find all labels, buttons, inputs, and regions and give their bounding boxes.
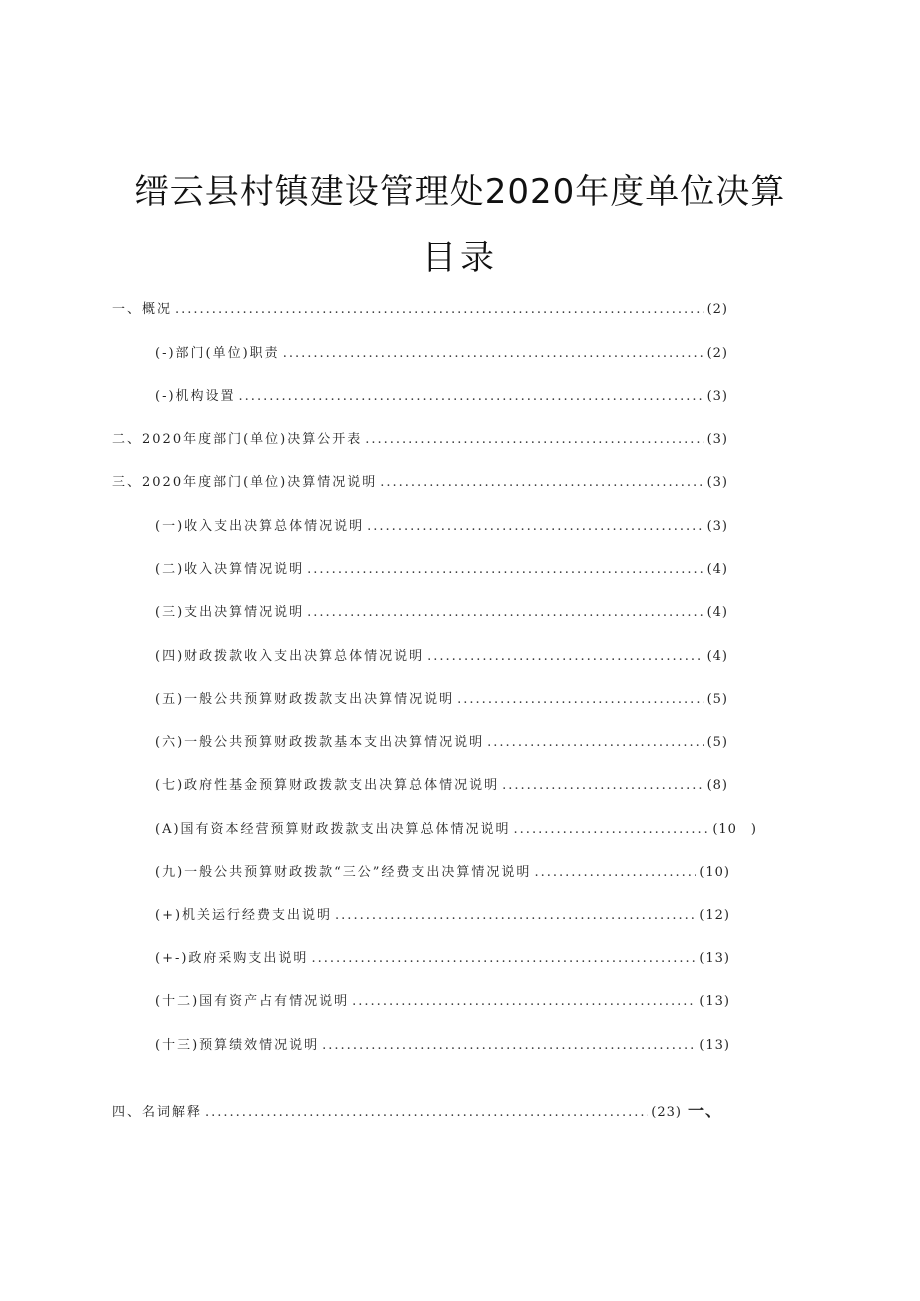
toc-heading: 目录 <box>422 238 498 278</box>
toc-entry-page: (23) <box>651 1105 682 1120</box>
toc-entry-page: (13) <box>699 951 730 966</box>
toc-entry-page: (4) <box>706 605 728 620</box>
toc-entry[interactable] <box>155 947 730 966</box>
toc-leader-dots <box>487 735 703 750</box>
toc-leader-dots <box>427 649 703 664</box>
toc-entry-label: (+)机关运行经费支出说明 <box>155 908 333 923</box>
toc-entry-label: (-)部门(单位)职责 <box>155 346 280 361</box>
toc-leader-dots <box>322 1038 696 1053</box>
document-title: 缙云县村镇建设管理处2020年度单位决算 <box>134 172 786 212</box>
toc-entry-page: (10) <box>699 865 730 880</box>
toc-entry[interactable] <box>155 342 728 361</box>
toc-entry-page: (2) <box>706 302 728 317</box>
toc-entry-page: (2) <box>706 346 728 361</box>
toc-entry[interactable] <box>112 428 728 447</box>
toc-entry-label: (+-)政府采购支出说明 <box>155 951 309 966</box>
toc-entry[interactable] <box>155 601 728 620</box>
toc-entry-label: (五)一般公共预算财政拨款支出决算情况说明 <box>155 692 455 707</box>
toc-entry-page: (4) <box>706 562 728 577</box>
toc-entry[interactable] <box>112 1098 722 1121</box>
toc-entry-label: (-)机构设置 <box>155 389 236 404</box>
toc-entry-page: (8) <box>706 778 728 793</box>
toc-leader-dots <box>205 1105 648 1120</box>
toc-entry-label: (三)支出决算情况说明 <box>155 605 305 620</box>
toc-entry[interactable] <box>155 731 728 750</box>
toc-leader-dots <box>457 692 703 707</box>
toc-entry[interactable] <box>155 1034 730 1053</box>
toc-entry-page: (3) <box>706 519 728 534</box>
toc-entry-label: (一)收入支出决算总体情况说明 <box>155 519 365 534</box>
toc-leader-dots <box>307 605 703 620</box>
toc-entry-page: (12) <box>699 908 730 923</box>
toc-entry-page: (3) <box>706 475 728 490</box>
toc-entry[interactable] <box>155 774 728 793</box>
toc-entry-label: (七)政府性基金预算财政拨款支出决算总体情况说明 <box>155 778 500 793</box>
toc-entry-label: (四)财政拨款收入支出决算总体情况说明 <box>155 649 425 664</box>
toc-entry[interactable] <box>155 818 757 837</box>
toc-entry[interactable] <box>155 515 728 534</box>
toc-entry-label: 二、2020年度部门(单位)决算公开表 <box>112 432 363 447</box>
toc-entry[interactable] <box>112 298 728 317</box>
toc-leader-dots <box>502 778 703 793</box>
toc-entry[interactable] <box>155 688 728 707</box>
toc-entry[interactable] <box>155 904 730 923</box>
toc-entry[interactable] <box>112 471 728 490</box>
toc-leader-dots <box>175 302 704 317</box>
toc-entry-page: (10 ) <box>712 822 757 837</box>
toc-entry[interactable] <box>155 385 728 404</box>
toc-entry[interactable] <box>155 990 730 1009</box>
toc-entry[interactable] <box>155 645 728 664</box>
toc-leader-dots <box>380 475 703 490</box>
toc-entry-page: (5) <box>706 692 728 707</box>
toc-entry-label: (二)收入决算情况说明 <box>155 562 305 577</box>
toc-entry-label: 一、概况 <box>112 302 173 317</box>
toc-entry-label: (九)一般公共预算财政拨款“三公”经费支出决算情况说明 <box>155 865 532 880</box>
toc-trailing-heading: 一、 <box>687 1101 722 1120</box>
toc-entry[interactable] <box>155 558 728 577</box>
toc-entry-label: 四、名词解释 <box>112 1105 203 1120</box>
toc-entry-page: (3) <box>706 432 728 447</box>
toc-entry[interactable] <box>155 861 730 880</box>
toc-entry-label: (A)国有资本经营预算财政拨款支出决算总体情况说明 <box>155 822 511 837</box>
toc-entry-label: (六)一般公共预算财政拨款基本支出决算情况说明 <box>155 735 485 750</box>
toc-entry-label: (十三)预算绩效情况说明 <box>155 1038 320 1053</box>
toc-leader-dots <box>514 822 710 837</box>
toc-leader-dots <box>365 432 703 447</box>
toc-entry-page: (5) <box>706 735 728 750</box>
toc-leader-dots <box>239 389 704 404</box>
toc-leader-dots <box>335 908 696 923</box>
toc-leader-dots <box>307 562 703 577</box>
toc-entry-label: 三、2020年度部门(单位)决算情况说明 <box>112 475 378 490</box>
toc-leader-dots <box>352 994 696 1009</box>
toc-entry-page: (13) <box>699 994 730 1009</box>
toc-leader-dots <box>534 865 696 880</box>
toc-entry-label: (十二)国有资产占有情况说明 <box>155 994 350 1009</box>
toc-entry-page: (4) <box>706 649 728 664</box>
toc-leader-dots <box>367 519 703 534</box>
toc-leader-dots <box>283 346 704 361</box>
toc-entry-page: (13) <box>699 1038 730 1053</box>
toc-entry-page: (3) <box>706 389 728 404</box>
toc-leader-dots <box>311 951 696 966</box>
